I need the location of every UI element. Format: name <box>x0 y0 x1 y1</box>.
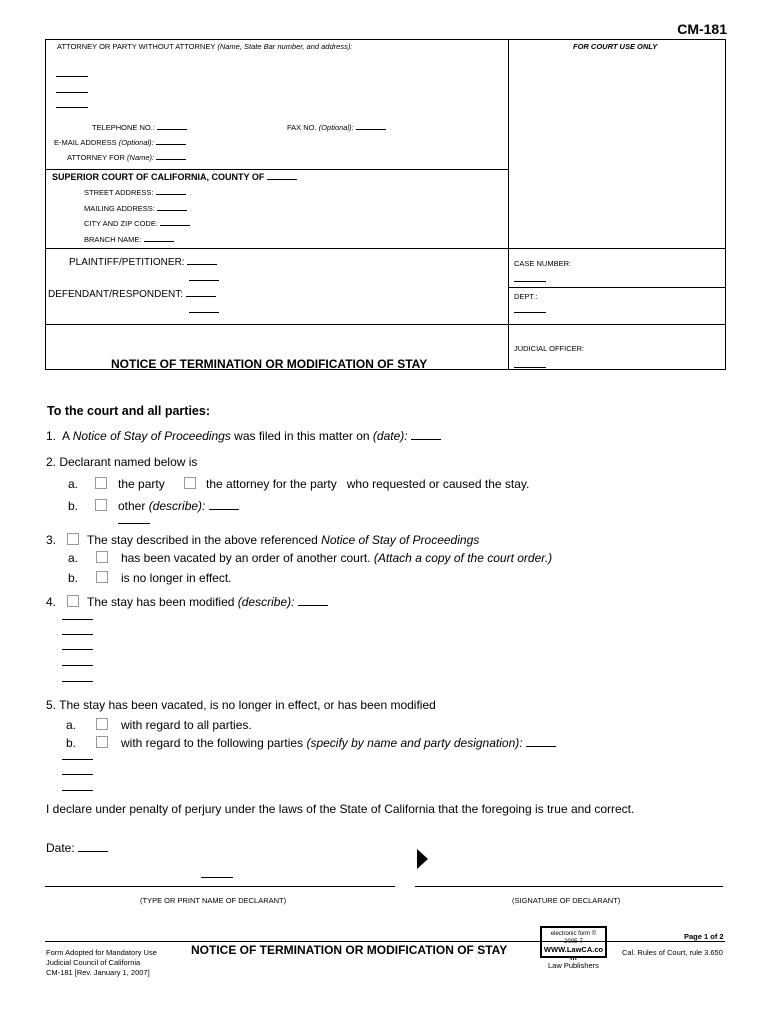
attorney-for-field[interactable] <box>156 158 186 160</box>
item-5: 5. The stay has been vacated, is no longer in effect, or has been modified <box>46 698 436 712</box>
attorney-checkbox[interactable] <box>184 477 196 489</box>
county-field[interactable] <box>267 178 297 180</box>
date-row: Date: <box>46 841 108 855</box>
plaintiff-row: PLAINTIFF/PETITIONER: <box>69 257 217 268</box>
modified-checkbox[interactable] <box>67 595 79 607</box>
branch-field[interactable] <box>144 240 174 242</box>
parties-line-3[interactable] <box>62 789 93 791</box>
city-zip-row: CITY AND ZIP CODE: <box>84 219 190 228</box>
item-3a-letter: a. <box>68 551 79 565</box>
item-5b: with regard to the following parties (specify by name and party designation): <box>121 736 556 750</box>
other-describe-field[interactable] <box>209 508 239 510</box>
item-2: 2. Declarant named below is <box>46 455 198 469</box>
signature-arrow-icon <box>417 849 428 869</box>
modified-line-2[interactable] <box>62 633 93 635</box>
email-row: E-MAIL ADDRESS (Optional): <box>54 138 186 147</box>
vacated-checkbox[interactable] <box>96 551 108 563</box>
item-4: The stay has been modified (describe): <box>87 595 328 609</box>
declaration: I declare under penalty of perjury under the laws of the State of California that the foregoing is true and correct. <box>46 802 635 816</box>
attorney-city-field[interactable] <box>56 106 88 108</box>
item-2a-letter: a. <box>68 477 79 491</box>
declaration-date-field[interactable] <box>78 850 108 852</box>
mailing-row: MAILING ADDRESS: <box>84 204 187 213</box>
street-row: STREET ADDRESS: <box>84 188 186 197</box>
mailing-field[interactable] <box>157 209 187 211</box>
page-title: NOTICE OF TERMINATION OR MODIFICATION OF STAY <box>111 357 428 371</box>
parties-line-2[interactable] <box>62 773 93 775</box>
declarant-name-field[interactable] <box>201 876 233 878</box>
name-caption: (TYPE OR PRINT NAME OF DECLARANT) <box>140 896 287 905</box>
party-label: the party <box>118 477 165 491</box>
page-number: Page 1 of 2 <box>684 932 724 941</box>
email-field[interactable] <box>156 143 186 145</box>
telephone-field[interactable] <box>157 128 187 130</box>
item-3b: is no longer in effect. <box>121 571 232 585</box>
dept-label: DEPT.: <box>514 292 538 301</box>
signature-line[interactable] <box>415 886 723 887</box>
attorney-label: the attorney for the party who requested or caused the stay. <box>206 477 530 491</box>
dept-field[interactable] <box>514 311 546 313</box>
plaintiff-field-2[interactable] <box>189 279 219 281</box>
item-2b-letter: b. <box>68 499 79 513</box>
attorney-address-field[interactable] <box>56 91 88 93</box>
case-number-field[interactable] <box>514 280 546 282</box>
other-describe-field-2[interactable] <box>118 522 150 524</box>
judicial-officer-label: JUDICIAL OFFICER: <box>514 344 585 353</box>
form-id: CM-181 <box>677 21 727 37</box>
branch-row: BRANCH NAME: <box>84 235 174 244</box>
fax-row: FAX NO. (Optional): <box>287 123 386 132</box>
following-parties-field[interactable] <box>526 745 556 747</box>
stay-date-field[interactable] <box>411 438 441 440</box>
item-3a: has been vacated by an order of another court. (Attach a copy of the court order.) <box>121 551 553 565</box>
case-number-label: CASE NUMBER: <box>514 259 572 268</box>
signature-caption: (SIGNATURE OF DECLARANT) <box>512 896 621 905</box>
court-rule: Cal. Rules of Court, rule 3.650 <box>622 948 723 957</box>
city-zip-field[interactable] <box>160 224 190 226</box>
electronic-form-stamp: electronic form © 2005-7 WWW.LawCA.co m <box>540 926 607 958</box>
court-row: SUPERIOR COURT OF CALIFORNIA, COUNTY OF <box>52 172 297 182</box>
item-3: The stay described in the above referenced Notice of Stay of Proceedings <box>87 533 480 547</box>
attorney-for-row: ATTORNEY FOR (Name): <box>67 153 186 162</box>
item-5a: with regard to all parties. <box>121 718 252 732</box>
telephone-row: TELEPHONE NO.: <box>92 123 187 132</box>
fax-field[interactable] <box>356 128 386 130</box>
footer-rule <box>45 941 725 942</box>
modified-line-3[interactable] <box>62 648 93 650</box>
adopted-block: Form Adopted for Mandatory Use Judicial Council of California CM-181 [Rev. January 1, 2007] <box>46 948 157 977</box>
plaintiff-field[interactable] <box>187 263 217 265</box>
following-parties-checkbox[interactable] <box>96 736 108 748</box>
modified-line-4[interactable] <box>62 664 93 666</box>
item-5b-letter: b. <box>66 736 77 750</box>
defendant-field[interactable] <box>186 295 216 297</box>
greeting: To the court and all parties: <box>47 404 210 418</box>
judicial-officer-field[interactable] <box>514 366 546 368</box>
defendant-field-2[interactable] <box>189 311 219 313</box>
court-use-label: FOR COURT USE ONLY <box>573 42 658 51</box>
modified-line-1[interactable] <box>62 618 93 620</box>
attorney-name-field[interactable] <box>56 75 88 77</box>
publisher: Law Publishers <box>548 961 599 970</box>
no-longer-checkbox[interactable] <box>96 571 108 583</box>
item-3-num: 3. <box>46 533 57 547</box>
modified-describe-field[interactable] <box>298 604 328 606</box>
item-4-num: 4. <box>46 595 57 609</box>
item-5a-letter: a. <box>66 718 77 732</box>
parties-line-1[interactable] <box>62 758 93 760</box>
item-1: 1. A Notice of Stay of Proceedings was filed in this matter on (date): <box>46 429 441 443</box>
all-parties-checkbox[interactable] <box>96 718 108 730</box>
party-checkbox[interactable] <box>95 477 107 489</box>
stay-described-checkbox[interactable] <box>67 533 79 545</box>
defendant-row: DEFENDANT/RESPONDENT: <box>48 289 216 300</box>
other-label: other (describe): <box>118 499 239 513</box>
modified-line-5[interactable] <box>62 680 93 682</box>
attorney-label: ATTORNEY OR PARTY WITHOUT ATTORNEY (Name, State Bar number, and address): <box>57 42 353 51</box>
item-3b-letter: b. <box>68 571 79 585</box>
other-checkbox[interactable] <box>95 499 107 511</box>
name-line <box>45 886 395 887</box>
footer-title: NOTICE OF TERMINATION OR MODIFICATION OF STAY <box>191 943 508 957</box>
street-field[interactable] <box>156 193 186 195</box>
